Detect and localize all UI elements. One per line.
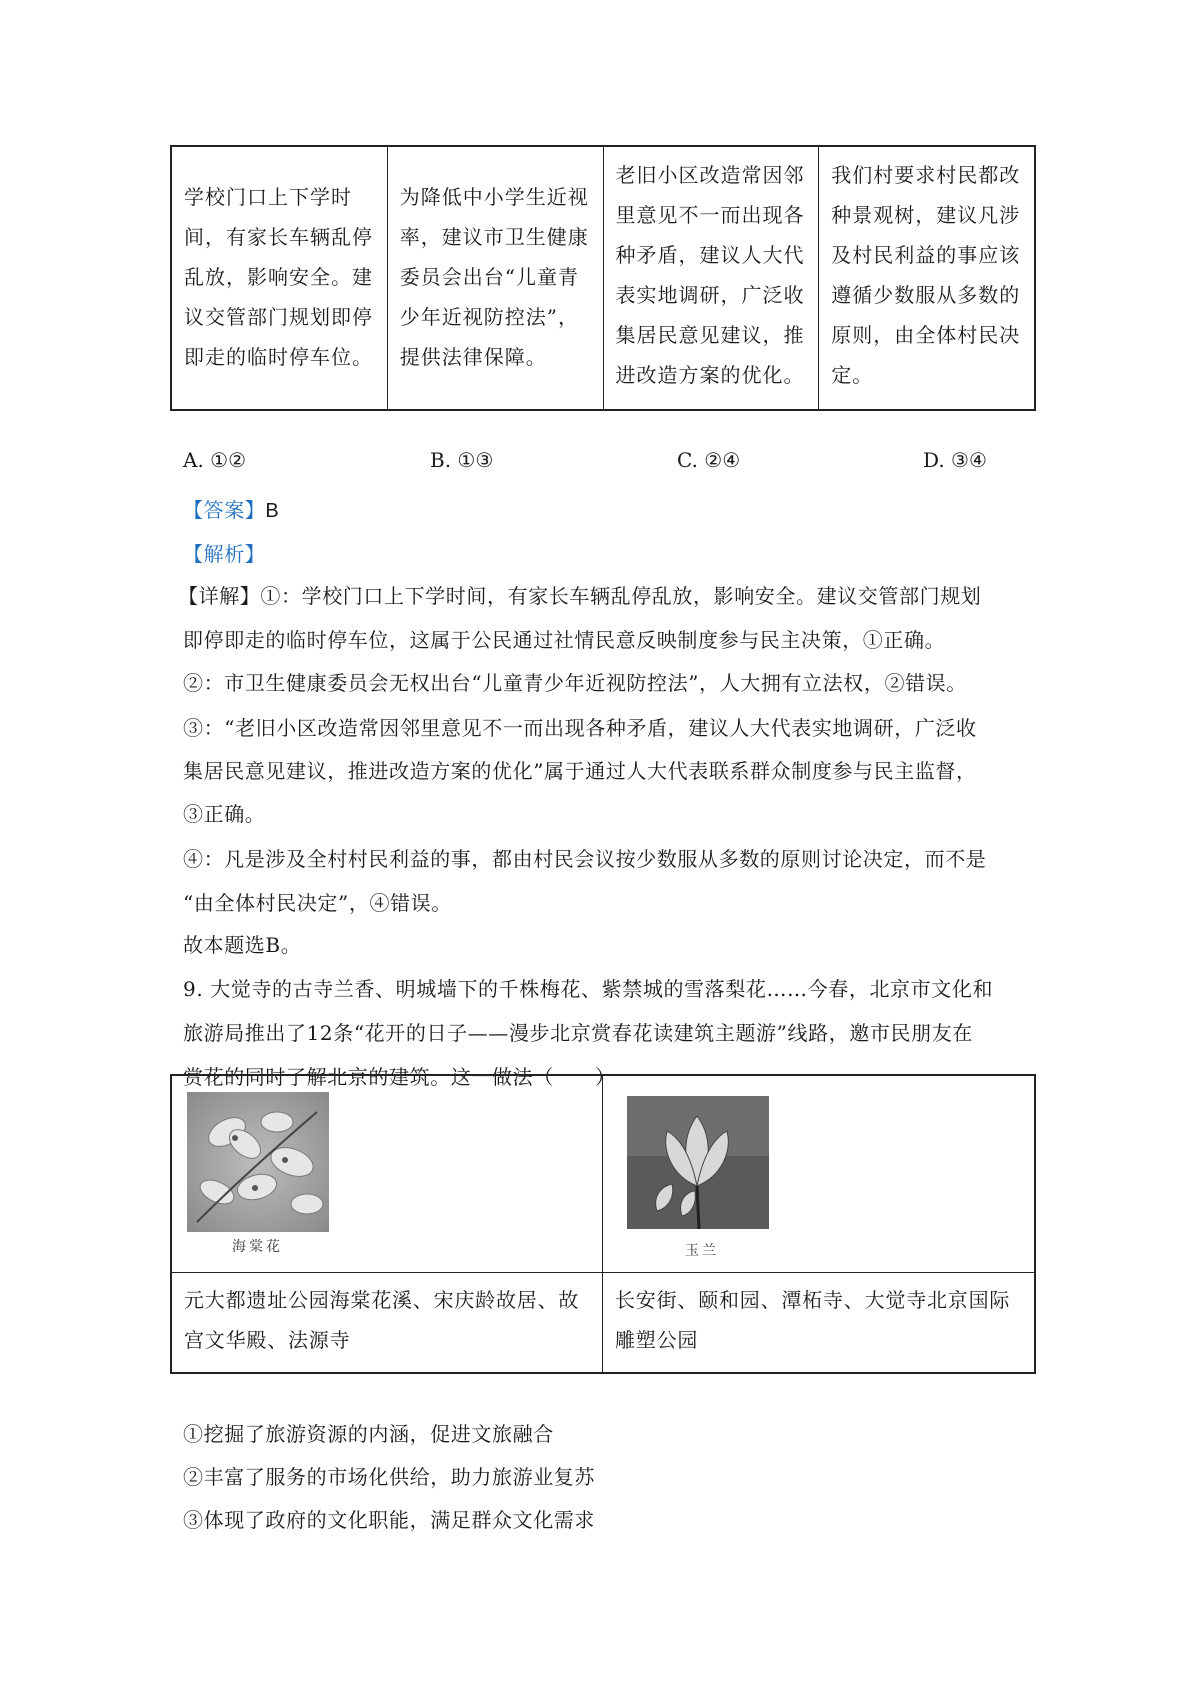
detail-line-1: 【详解】①：学校门口上下学时间，有家长车辆乱停乱放，影响安全。建议交管部门规划 xyxy=(178,584,982,608)
suggestion-cell-2: 为降低中小学生近视率，建议市卫生健康委员会出台“儿童青少年近视防控法”，提供法律保障。 xyxy=(388,147,604,409)
suggestion-cell-1: 学校门口上下学时间，有家长车辆乱停乱放，影响安全。建议交管部门规划即停即走的临时停车位。 xyxy=(172,147,388,409)
question9-line-3: 赏花的同时了解北京的建筑。这一做法（ ） xyxy=(183,1065,616,1089)
haitang-flower-image xyxy=(187,1092,329,1232)
option9-3: ③体现了政府的文化职能，满足群众文化需求 xyxy=(183,1508,595,1532)
flower-route-table xyxy=(170,1074,1036,1374)
detail-line-3: ②：市卫生健康委员会无权出台“儿童青少年近视防控法”，人大拥有立法权，②错误。 xyxy=(183,671,967,695)
question9-line-1: 9. 大觉寺的古寺兰香、明城墙下的千株梅花、紫禁城的雪落梨花……今春，北京市文化和 xyxy=(183,977,994,1001)
choice-d: D. ③④ xyxy=(923,448,987,472)
detail-line-7: ④：凡是涉及全村村民利益的事，都由村民会议按少数服从多数的原则讨论决定，而不是 xyxy=(183,847,987,871)
detail-label: 【详解】 xyxy=(178,584,261,608)
route-text-row xyxy=(172,1272,1034,1374)
detail-conclusion: 故本题选B。 xyxy=(183,933,302,957)
detail-line-6: ③正确。 xyxy=(183,802,266,826)
haitang-caption: 海棠花 xyxy=(232,1239,283,1255)
option9-2: ②丰富了服务的市场化供给，助力旅游业复苏 xyxy=(183,1465,595,1489)
detail-line-2: 即停即走的临时停车位，这属于公民通过社情民意反映制度参与民主决策，①正确。 xyxy=(183,628,946,652)
question9-line-2: 旅游局推出了12条“花开的日子——漫步北京赏春花读建筑主题游”线路，邀市民朋友在 xyxy=(183,1021,973,1045)
detail-line-4: ③：“老旧小区改造常因邻里意见不一而出现各种矛盾，建议人大代表实地调研，广泛收 xyxy=(183,716,977,740)
answer-line xyxy=(183,494,279,523)
yulan-image-cell xyxy=(603,1076,1034,1272)
haitang-image-cell xyxy=(172,1076,603,1272)
analysis-label: 【解析】 xyxy=(183,542,266,566)
suggestion-cell-4: 我们村要求村民都改种景观树，建议凡涉及村民利益的事应该遵循少数服从多数的原则，由全体村民决定。 xyxy=(831,163,1021,387)
answer-value: B xyxy=(265,500,280,522)
haitang-route-text: 元大都遗址公园海棠花溪、宋庆龄故居、故宫文华殿、法源寺 xyxy=(172,1272,603,1374)
yulan-route-text: 长安街、颐和园、潭柘寺、大觉寺北京国际雕塑公园 xyxy=(615,1288,1011,1352)
suggestion-cell-3: 老旧小区改造常因邻里意见不一而出现各种矛盾，建议人大代表实地调研，广泛收集居民意见建议，推进改造方案的优化。 xyxy=(604,147,820,409)
choice-row xyxy=(0,448,1200,478)
choice-b: B. ①③ xyxy=(430,448,494,472)
suggestion-table xyxy=(170,145,1036,411)
flower-image-row xyxy=(172,1076,1034,1273)
answer-label: 【答案】 xyxy=(183,498,266,522)
detail-line-8: “由全体村民决定”，④错误。 xyxy=(183,891,452,915)
choice-a: A. ①② xyxy=(183,448,247,472)
detail-line-5: 集居民意见建议，推进改造方案的优化”属于通过人大代表联系群众制度参与民主监督， xyxy=(183,759,977,783)
yulan-caption: 玉兰 xyxy=(685,1243,719,1259)
choice-c: C. ②④ xyxy=(677,448,741,472)
yulan-flower-image xyxy=(627,1096,769,1229)
option9-1: ①挖掘了旅游资源的内涵，促进文旅融合 xyxy=(183,1422,554,1446)
